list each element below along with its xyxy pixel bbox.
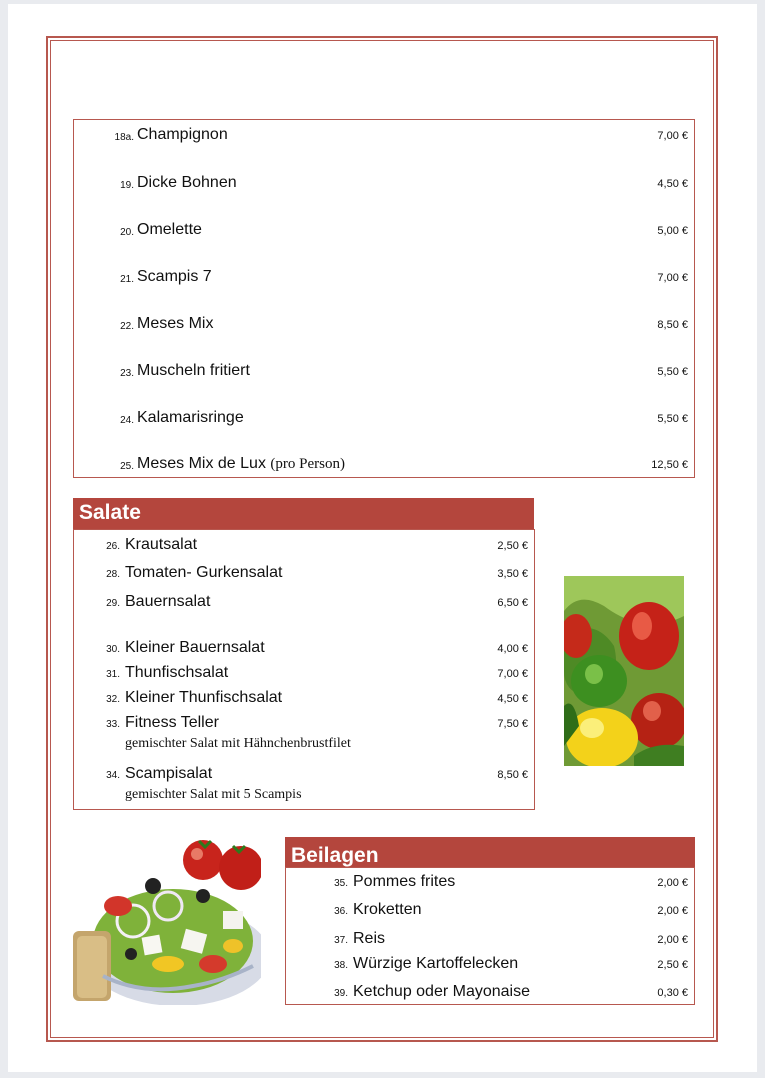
salad-photo bbox=[73, 836, 261, 1005]
item-price: 2,50 € bbox=[497, 540, 528, 552]
item-number: 20. bbox=[120, 227, 134, 238]
item-name-text: Meses Mix de Lux bbox=[137, 455, 266, 472]
item-number: 31. bbox=[106, 669, 120, 680]
item-number: 25. bbox=[120, 461, 134, 472]
item-price: 4,00 € bbox=[497, 643, 528, 655]
salad-item bbox=[74, 664, 534, 686]
menu-item bbox=[74, 315, 694, 337]
menu-item bbox=[74, 362, 694, 384]
item-number: 30. bbox=[106, 644, 120, 655]
item-number: 19. bbox=[120, 180, 134, 191]
item-name: Scampisalat bbox=[125, 765, 213, 782]
item-name: Scampis 7 bbox=[137, 268, 212, 285]
salate-header: Salate bbox=[73, 498, 534, 529]
item-number: 18a. bbox=[114, 132, 134, 143]
item-name: Tomaten- Gurkensalat bbox=[125, 564, 283, 581]
menu-item bbox=[74, 221, 694, 243]
top-items-box bbox=[73, 119, 695, 478]
item-number: 34. bbox=[106, 770, 120, 781]
item-price: 4,50 € bbox=[497, 693, 528, 705]
item-price: 2,00 € bbox=[657, 877, 688, 889]
side-item bbox=[286, 955, 694, 977]
side-item bbox=[286, 901, 694, 923]
item-price: 5,50 € bbox=[657, 413, 688, 425]
item-price: 5,50 € bbox=[657, 366, 688, 378]
item-description: gemischter Salat mit 5 Scampis bbox=[125, 787, 302, 802]
item-price: 3,50 € bbox=[497, 568, 528, 580]
menu-item bbox=[74, 455, 694, 477]
salad-item bbox=[74, 536, 534, 558]
item-number: 39. bbox=[334, 988, 348, 999]
item-name: Meses Mix bbox=[137, 315, 214, 332]
item-number: 33. bbox=[106, 719, 120, 730]
item-name: Reis bbox=[353, 930, 386, 947]
item-name bbox=[137, 455, 345, 473]
peppers-illustration bbox=[564, 576, 684, 766]
item-number: 26. bbox=[106, 541, 120, 552]
item-number: 23. bbox=[120, 368, 134, 379]
item-price: 5,00 € bbox=[657, 225, 688, 237]
item-price: 7,00 € bbox=[497, 668, 528, 680]
item-name: Fitness Teller bbox=[125, 714, 219, 731]
item-number: 36. bbox=[334, 906, 348, 917]
item-price: 8,50 € bbox=[497, 769, 528, 781]
salate-box bbox=[73, 529, 535, 810]
item-name: Dicke Bohnen bbox=[137, 174, 237, 191]
salad-item bbox=[74, 564, 534, 586]
item-number: 24. bbox=[120, 415, 134, 426]
salad-item bbox=[74, 714, 534, 751]
side-item bbox=[286, 873, 694, 895]
side-item bbox=[286, 930, 694, 952]
item-number: 28. bbox=[106, 569, 120, 580]
item-name: Pommes frites bbox=[353, 873, 456, 890]
salad-item bbox=[74, 689, 534, 711]
item-price: 2,50 € bbox=[657, 959, 688, 971]
item-name: Ketchup oder Mayonaise bbox=[353, 983, 530, 1000]
item-price: 7,00 € bbox=[657, 130, 688, 142]
item-name: Kleiner Bauernsalat bbox=[125, 639, 265, 656]
item-price: 12,50 € bbox=[651, 459, 688, 471]
item-name: Würzige Kartoffelecken bbox=[353, 955, 519, 972]
item-name: Thunfischsalat bbox=[125, 664, 229, 681]
item-price: 7,00 € bbox=[657, 272, 688, 284]
item-number: 21. bbox=[120, 274, 134, 285]
item-price: 7,50 € bbox=[497, 718, 528, 730]
beilagen-box bbox=[285, 867, 695, 1005]
menu-item bbox=[74, 409, 694, 431]
item-price: 6,50 € bbox=[497, 597, 528, 609]
item-name: Kalamarisringe bbox=[137, 409, 244, 426]
salad-bowl-illustration bbox=[73, 836, 261, 1005]
salad-item bbox=[74, 639, 534, 661]
item-name: Omelette bbox=[137, 221, 202, 238]
item-price: 0,30 € bbox=[657, 987, 688, 999]
item-price: 4,50 € bbox=[657, 178, 688, 190]
item-description: gemischter Salat mit Hähnchenbrustfilet bbox=[125, 736, 351, 751]
item-number: 38. bbox=[334, 960, 348, 971]
vegetables-photo bbox=[564, 576, 684, 766]
item-number: 32. bbox=[106, 694, 120, 705]
item-name: Kroketten bbox=[353, 901, 422, 918]
menu-item bbox=[74, 174, 694, 196]
item-number: 35. bbox=[334, 878, 348, 889]
item-number: 29. bbox=[106, 598, 120, 609]
menu-item bbox=[74, 268, 694, 290]
item-number: 22. bbox=[120, 321, 134, 332]
side-item bbox=[286, 983, 694, 1005]
item-name: Champignon bbox=[137, 126, 228, 143]
item-name: Kleiner Thunfischsalat bbox=[125, 689, 283, 706]
item-price: 2,00 € bbox=[657, 934, 688, 946]
item-name: Muscheln fritiert bbox=[137, 362, 250, 379]
item-subtitle: (pro Person) bbox=[270, 456, 345, 472]
beilagen-header: Beilagen bbox=[285, 837, 695, 868]
item-name: Bauernsalat bbox=[125, 593, 211, 610]
menu-item bbox=[74, 126, 694, 148]
item-price: 2,00 € bbox=[657, 905, 688, 917]
item-price: 8,50 € bbox=[657, 319, 688, 331]
item-number: 37. bbox=[334, 935, 348, 946]
salad-item bbox=[74, 765, 534, 802]
salad-item bbox=[74, 593, 534, 615]
item-name: Krautsalat bbox=[125, 536, 198, 553]
